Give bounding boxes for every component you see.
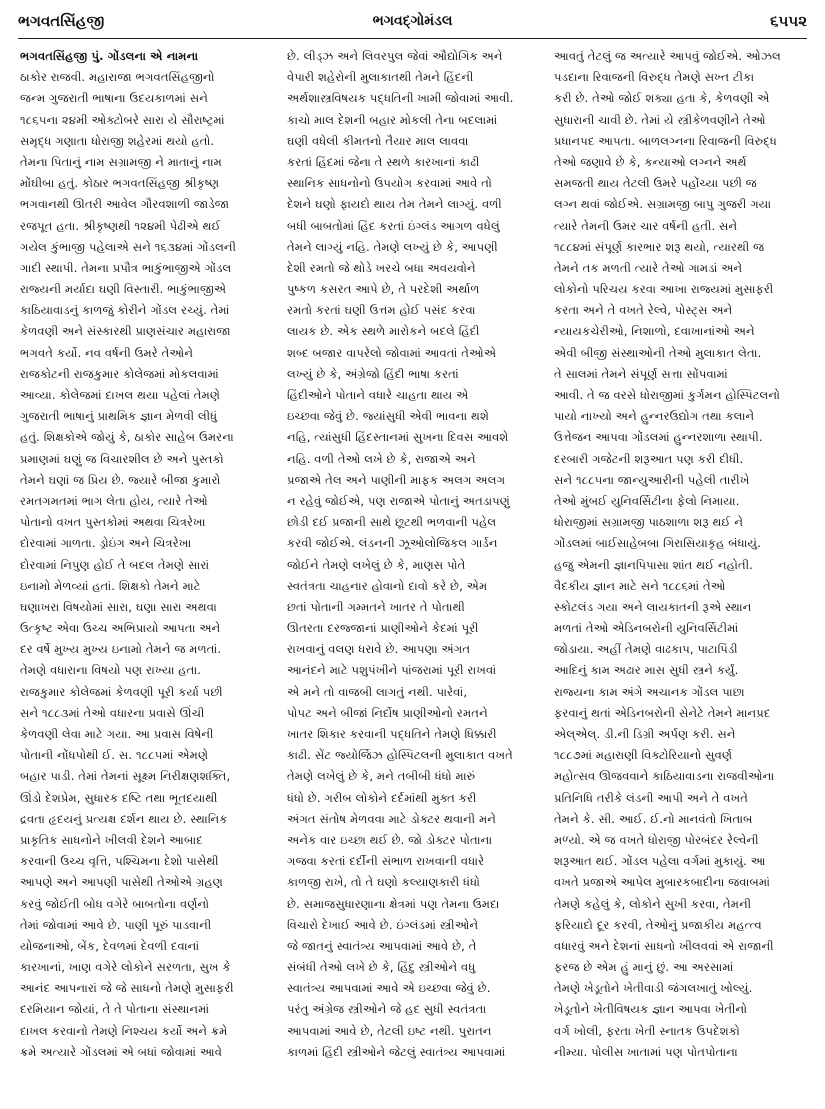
text-line: દેશને ઘણો ફાયદો થાય તેમ તેમને લાગ્યું. વળી (287, 197, 502, 212)
text-line: નહિ. વળી તેઓ લખે છે કે, રાજાએ અને (287, 451, 476, 466)
text-line: સ્વાતંત્ર્ય આપવામાં આવે એ ઇચ્છવા જેવું છે. (287, 981, 491, 996)
text-line: સ્કોટલંડ ગયા અને લાયકાતની રૂએ સ્થાન (554, 599, 752, 614)
text-line: મળ્યો. એ જ વખતે ધોરાજી પોરબંદર રેલ્વેની (554, 832, 759, 847)
text-line: ઇચ્છવા જેવું છે. જ્યાંસુધી એવી ભાવના થશે (287, 409, 490, 424)
text-line: સમૃદ્ધ ગણાતા ધોરાજી શહેરમાં થયો હતો. (20, 133, 215, 148)
text-line: દરબારી ગજેટની શરૂઆત પણ કરી દીધી. (554, 451, 744, 466)
text-line: ગજવા કરતાં દર્દીની સંભાળ રાખવાની વધારે (287, 854, 485, 869)
text-line: કરતાં હિંદમાં જેના તે સ્થળે કારખાનાં કાઢી (287, 154, 480, 169)
text-line: હતું. શિક્ષકોએ જોયું કે, ઠાકોર સાહેબ ઉમરના (20, 430, 234, 445)
text-line: કરવાની ઉચ્ચ વૃત્તિ, પશ્ચિમના દેશો પાસેથી (20, 854, 219, 869)
text-line: જન્મ ગુજરાતી ભાષાના ઉદયકાળમાં સને (20, 91, 208, 106)
text-line: તેઓ મુંબઈ યુનિવર્સિટીના ફેલો નિમાયા. (554, 493, 740, 508)
text-line: ભગવતે કર્યો. નવ વર્ષની ઉમરે તેઓને (20, 345, 194, 360)
text-line: આદિનું કામ અઢાર માસ સુધી સ્ત્રને કર્યું. (554, 663, 739, 678)
page-header (18, 8, 807, 34)
text-line: કરવી જોઈએ. લંડનની ઝૂઓલોજિકલ ગાર્ડન (287, 536, 498, 551)
text-line: ફરિયાદો દૂર કરવી, તેઓનું પ્રજાકીય મહત્ત્વ (554, 917, 762, 932)
text-line: વેપારી શહેરોની મુલાકાતથી તેમને હિંદની (287, 70, 474, 85)
text-line: ન્યાયકચેરીઓ, નિશાળો, દવાખાનાંઓ અને (554, 324, 755, 339)
text-line: પરંતુ અંગ્રેજ સ્ત્રીઓને જે હદ સુધી સ્વતંત્રતા (287, 1002, 487, 1017)
text-line: છતાં પોતાની ગમ્મતને ખાતર તે પોતાથી (287, 599, 465, 614)
text-line: ઘણી વધેલી કીમતનો તૈયાર માલ લાવવા (287, 133, 469, 148)
text-line: ક્રમે અત્યારે ગોંડલમાં એ બધાં જોવામાં આવે (20, 1044, 223, 1059)
text-line: પ્રાકૃતિક સાધનોને ખીલવી દેશને આબાદ (20, 832, 203, 847)
text-line: રાખવાનું વલણ ધરાવે છે. આપણા અંગત (287, 642, 471, 657)
text-line: રમતગમતમાં ભાગ લેતા હોય, ત્યારે તેઓ (20, 493, 208, 508)
text-line: ગયેલ કુંભાજી પહેલાએ સને ૧૬૩૪માં ગોંડલની (20, 239, 236, 254)
text-line: લાયક છે. એક સ્થળે મારોકને બદલે હિંદી (287, 324, 480, 339)
text-line: કરી છે. તેઓ જોઈ શક્યા હતા કે, કેળવણી એ (554, 91, 770, 106)
text-line: વૈદકીય જ્ઞાન માટે સને ૧૮૮૬માં તેઓ (554, 578, 726, 593)
text-line: દોરવામાં ગાળતા. ડ્રોઇંગ અને ચિત્રરેખા (20, 536, 192, 551)
text-line: ઘણાખરા વિષયોમાં સારા, ઘણા સારા અથવા (20, 599, 217, 614)
text-column-2 (287, 46, 538, 1103)
text-column-3 (554, 46, 805, 1103)
text-line: દોરવામાં નિપુણ હોઈ તે બદલ તેમણે સારાં (20, 557, 210, 572)
text-line: શબ્દ બજાર વાપરેલો જોવામાં આવતાં તેઓએ (287, 345, 497, 360)
text-line: આવી. તે જ વરસે ધોરાજીમાં કુર્ગમન હોસ્પિટલનો (554, 388, 781, 402)
text-line: જોઈને તેમણે લખેલું છે કે, માણસ પોતે (287, 557, 466, 572)
text-line: તે સાલમાં તેમને સંપૂર્ણ સત્તા સોંપવામાં (554, 366, 728, 381)
text-line: તેમને કે. સી. આઈ. ઈ.નો માનવંતો ખિતાબ (554, 811, 753, 826)
text-line: પોતાનો વખત પુસ્તકોમાં અથવા ચિત્રરેખા (20, 515, 206, 530)
text-line: પડદાના રિવાજની વિરુદ્ધ તેમણે સખ્ત ટીકા (554, 70, 755, 85)
text-line: રમતો કરતાં ઘણી ઉત્તમ હોઈ પસંદ કરવા (287, 303, 476, 318)
text-line: કાળમાં હિંદી સ્ત્રીઓને જેટલું સ્વાતંત્ર્ય આપવામાં (287, 1044, 506, 1059)
header-headword: ભગવતસિંહજી (18, 12, 105, 30)
text-line: વર્ગ ખોલી, ફરતા ખેતી સ્નાતક ઉપદેશકો (554, 1023, 740, 1038)
text-line: ધંધો છે. ગરીબ લોકોને દર્દમાંથી મુક્ત કરી (287, 790, 477, 805)
text-line: પ્રજાએ તેલ અને પાણીની માફક અલગ અલગ (287, 472, 506, 487)
text-line: તેમણે લખેલું છે કે, મને તબીબી ધંધો મારું (287, 769, 476, 784)
text-line: તેમને લાગ્યું નહિ. તેમણે લખ્યું છે કે, આપણી (287, 239, 498, 254)
text-line: તેઓ જણાવે છે કે, કન્યાઓ લગ્નને અર્થ (554, 154, 747, 169)
text-line: તેમને તક મળતી ત્યારે તેઓ ગામડાં અને (554, 260, 743, 275)
text-line: જે જાતનું સ્વાતંત્ર્ય આપવામાં આવે છે, તે (287, 938, 477, 953)
text-line: ગોંડલમાં બાઈસાહેબબા ગિરાસિયાકૃહ બંધાયું. (554, 536, 761, 551)
text-line: તેમણે વધારાના વિષયો પણ રાખ્યા હતા. (20, 663, 202, 678)
text-line: જોડાયા. અહીં તેમણે વાઢકાપ, પાટાપિંડી (554, 642, 738, 657)
text-line: મોંઘીબા હતું. કોઠાર ભગવતસિંહજી શ્રીકૃષ્ણ (20, 176, 220, 191)
text-line: ૧૮૬૫ના ૨૪મી ઓક્ટોબરે સારા યે સૌરાષ્ટ્રમાં (20, 112, 225, 127)
text-line: દર વર્ષે મુખ્ય મુખ્ય ઇનામો તેમને જ મળતાં. (20, 642, 222, 657)
text-line: સને ૧૮૮૫ના જાન્યુઆરીની પહેલી તારીખે (554, 472, 750, 487)
text-line: અનેક વાર ઇચ્છા થઈ છે. જો ડોક્ટર પોતાના (287, 832, 493, 847)
text-line: ખાતર શિકાર કરવાની પદ્ધતિને તેમણે ધિક્કારી (287, 727, 497, 741)
text-line: ગુજરાતી ભાષાનું પ્રાથમિક જ્ઞાન મેળવી લીધું (20, 409, 218, 424)
text-line: આપણે અને આપણી પાસેથી તેઓએ ગ્રહણ (20, 875, 224, 890)
text-line: છે. સમાજસુધારણાના ક્ષેત્રમાં પણ તેમના ઉમદા (287, 896, 500, 911)
text-columns (20, 46, 805, 1103)
text-line: ત્યારે તેમની ઉમર ચાર વર્ષની હતી. સને (554, 218, 738, 233)
text-line: કાઠિયાવાડનું કાળજું કોરીને ગોંડલ રચ્યું. તેમાં (20, 303, 230, 318)
text-line: ઠાકોર રાજવી. મહારાજા ભગવતસિંહજીનો (20, 70, 215, 85)
text-line: રાજ્યના કામ અંગે અચાનક ગોંડલ પાછા (554, 684, 745, 699)
text-line: કરતા અને તે વખતે રેલ્વે, પોસ્ટ્સ અને (554, 303, 733, 318)
text-line: પ્રમાણમાં ઘણું જ વિચારશીલ છે અને પુસ્તકો (20, 451, 224, 466)
text-line: દેશી રમતો જે થોડે ખરચે બધા અવયવોને (287, 260, 476, 275)
text-line: હજુ એમની જ્ઞાનપિપાસા શાંત થઈ નહોતી. (554, 557, 753, 572)
text-line: ૧૮૮૭માં મહારાણી વિક્ટોરિયાનો સુવર્ણ (554, 748, 733, 763)
text-line: ફરવાનું થતાં એડિનબરોની સેનેટે તેમને માનપ્રદ (554, 705, 771, 720)
text-line: કેળવણી લેવા માટે ગયા. આ પ્રવાસ વિષેની (20, 727, 214, 741)
text-line: એવી બીજી સંસ્થાઓની તેઓ મુલાકાત લેતા. (554, 345, 762, 360)
text-line: તેમના પિતાનું નામ સગ્રામજી ને માતાનું નામ (20, 154, 222, 169)
text-line: મળતાં તેઓ એડિનબરોની યુનિવર્સિટીમાં (554, 621, 739, 636)
text-line: સમજતી થાય તેટલી ઉમરે પહોંચ્યા પછી જ (554, 176, 757, 191)
text-line: કાળજી રાખે, તો તે ઘણો કલ્યાણકારી ધંધો (287, 875, 481, 890)
text-line: બહાર પાડી. તેમાં તેમનાં સૂક્ષ્મ નિરીક્ષણશક્તિ, (20, 769, 231, 784)
text-line: ન રહેવું જોઈએ, પણ રાજાએ પોતાનું અતડાપણું (287, 493, 511, 508)
text-column-1 (20, 46, 271, 1103)
text-line: સને ૧૮૮૩માં તેઓ વધારના પ્રવાસે ઊંચી (20, 705, 205, 720)
text-line: છોડી દઈ પ્રજાની સાથે છૂટથી ભળવાની પહેલ (287, 515, 497, 530)
text-line: શરૂઆત થઈ. ગોંડલ પહેલા વર્ગમાં મુકાયું. આ (554, 854, 766, 869)
text-line: સુધારાની ચાવી છે. તેમાં યે સ્ત્રીકેળવણીને તેઓ (554, 112, 766, 127)
text-line: ઊતરતા દરજ્જાનાં પ્રાણીઓને કેદમાં પૂરી (287, 621, 479, 636)
text-line: બધી બાબતોમાં હિંદ કરતાં ઇંગ્લંડ આગળ વધેલું (287, 218, 500, 233)
text-line: અંગત સંતોષ મેળવવા માટે ડોક્ટર થવાની મને (287, 811, 496, 826)
header-title: ભગવદ્ગોમંડલ (372, 13, 453, 29)
text-line: રાજ્યની મર્યાદા ઘણી વિસ્તારી. ભાકુંભાજીએ (20, 282, 227, 297)
text-line: રાજકુમાર કોલેજમાં કેળવણી પૂરી કર્યા પછી (20, 684, 223, 699)
text-line: સ્વતંત્રતા ચાહનાર હોવાનો દાવો કરે છે, એમ (287, 578, 488, 593)
text-line: તેમાં જોવામાં આવે છે. પાણી પૂરું પાડવાની (20, 917, 212, 932)
text-line: વધારવું અને દેશનાં સાધનો ખીલવવાં એ રાજાની (554, 938, 774, 953)
text-line: અર્થશાસ્ત્રવિષયક પદ્ધતિની ખામી જોવામાં આવી. (287, 91, 514, 106)
text-line: ફરજ છે એમ હું માનું છું. આ અરસામાં (554, 960, 734, 975)
text-line: કાઢી. સેંટ જ્યોર્જિઝ હોસ્પિટલની મુલાકાત વખતે (287, 748, 513, 763)
text-line: ભગવતસિંહજી પું. ગોંડલના એ નામના (20, 49, 199, 63)
text-line: ઊંડો દેશપ્રેમ, સુધારક દષ્ટિ તથા ભૂતદયાથી (20, 790, 218, 805)
header-rule (18, 38, 807, 39)
text-line: ઉત્કૃષ્ટ એવા ઉચ્ચ અભિપ્રાયો આપતા અને (20, 621, 221, 636)
text-line: સંબંધી તેઓ લખે છે કે, હિંદુ સ્ત્રીઓને વધુ (287, 960, 476, 975)
text-line: પાયો નાખ્યો અને હુન્નરઉદ્યોગ તથા કલાને (554, 409, 755, 424)
text-line: તેમણે કહેલું કે, લોકોને સુખી કરવા, તેમની (554, 896, 752, 911)
text-line: એલ્એલ્. ડી.ની ડિગ્રી અર્પણ કરી. સને (554, 727, 736, 741)
text-line: પોતાની નોંધપોથી ઈ. સ. ૧૮૮૫માં એમણે (20, 748, 209, 763)
text-line: ભગવાનથી ઊતરી આવેલ ગૌરવશાળી જાડેજા (20, 197, 230, 212)
text-line: વિચારો દેખાઈ આવે છે. ઇંગ્લંડમાં સ્ત્રીઓને (287, 917, 479, 932)
text-line: કરવું જોઈતી બોધ વગેરે બાબતોના વર્ણનો (20, 896, 210, 911)
text-line: ૧૮૮૪માં સંપૂર્ણ કારભાર શરૂ થયો, ત્યારથી જ (554, 239, 765, 254)
text-line: યોજનાઓ, બેંક, દેવળમાં દેવળી દવાનાં (20, 938, 200, 953)
text-line: ગાદી સ્થાપી. તેમના પ્રપૌત્ર ભાકુંભાજીએ ગોંડલ (20, 260, 232, 275)
text-line: લખ્યું છે કે, અંગ્રેજો હિંદી ભાષા કરતાં (287, 366, 459, 381)
text-line: એ મને તો વાજબી લાગતું નથી. પારેવાં, (287, 684, 468, 699)
text-line: આનંદને માટે પશુપંખીને પાંજરામાં પૂરી રાખવાં (287, 663, 497, 678)
text-line: ઉત્તેજન આપવા ગોંડલમાં હુન્નરશાળા સ્થાપી. (554, 430, 763, 445)
text-line: દ્રવતા હૃદયનું પ્રત્યક્ષ દર્શન થાય છે. સ્થાનિક (20, 811, 228, 826)
text-line: આપવામાં આવે છે, તેટલી ઇષ્ટ નથી. પુરાતન (287, 1023, 492, 1038)
text-line: નીમ્યા. પોલીસ ખાતામાં પણ પોતપોતાના (554, 1044, 738, 1059)
text-line: લોકોનો પરિચય કરવા આખા રાજ્યમાં મુસાફરી (554, 282, 774, 297)
text-line: રજપૂત હતા. શ્રીકૃષ્ણથી ૧૨૪મી પેઢીએ થઈ (20, 218, 221, 233)
text-line: દાખલ કરવાનો તેમણે નિશ્ચય કર્યો અને ક્રમે (20, 1023, 228, 1038)
text-line: પ્રતિનિધિ તરીકે લંડની આપી અને તે વખતે (554, 790, 749, 805)
text-line: છે. લીડ્ઝ અને લિવરપુલ જેવાં ઔદ્યોગિક અને (287, 49, 503, 63)
text-line: પુષ્કળ કસરત આપે છે, તે પરદેશી અર્થાળ (287, 282, 480, 297)
text-line: લગ્ન થવાં જોઈએ. સગ્રામજી બાપુ ગુજરી ગયા (554, 197, 772, 212)
text-line: ઇનામો મેળવ્યાં હતાં. શિક્ષકો તેમને માટે (20, 578, 201, 593)
text-line: મહોત્સવ ઊજવવાને કાઠિયાવાડના રાજવીઓના (554, 769, 775, 784)
text-line: કેળવણી અને સંસ્કારથી પ્રાણસંચાર મહારાજા (20, 324, 231, 339)
text-line: દરમિયાન જોયાં, તે તે પોતાના સંસ્થાનમાં (20, 1002, 210, 1017)
page-number: ૬૫૫૨ (770, 12, 807, 30)
text-line: ધોરાજીમાં સગ્રામજી પાઠશાળા શરૂ થઈ ને (554, 515, 744, 530)
text-line: સ્થાનિક સાધનોનો ઉપયોગ કરવામાં આવે તો (287, 176, 492, 191)
text-line: કારખાનાં, ખાણ વગેરે લોકોને સરળતા, સુખ કે (20, 960, 231, 975)
text-line: નહિ, ત્યાંસુધી હિંદસ્તાનમાં સુખના દિવસ આવશે (287, 430, 509, 445)
text-line: પ્રધાનપદ આપતા. બાળલગ્નના રિવાજની વિરુદ્ધ (554, 133, 777, 148)
text-line: હિંદીઓને પોતાને વધારે ચાહતા થાય એ (287, 388, 469, 402)
text-line: વખતે પ્રજાએ આપેલ મુબારકબાદીના જવાબમાં (554, 875, 771, 890)
text-line: પોપટ અને બીજાં નિર્દોષ પ્રાણીઓનો રમતને (287, 705, 488, 720)
text-line: તેમને ઘણાં જ પ્રિય છે. જ્યારે બીજા કુમારો (20, 472, 221, 487)
text-line: રાજકોટની રાજકુમાર કોલેજમાં મોકલવામાં (20, 366, 219, 381)
text-line: કાચો માલ દેશની બહાર મોકલી તેના બદલામાં (287, 112, 498, 127)
text-line: આનંદ આપનારાં જે જે સાધનો તેમણે મુસાફરી (20, 981, 234, 996)
text-line: તેમણે ખેડૂતોને ખેતીવાડી જંગલખાતું ખોલ્યું. (554, 981, 753, 996)
text-line: આવ્યા. કોલેજમાં દાખલ થયા પહેલાં તેમણે (20, 388, 221, 402)
text-line: ખેડૂતોને ખેતીવિષયક જ્ઞાન આપવા ખેતીનો (554, 1002, 748, 1017)
text-line: આવતું તેટલું જ અત્યારે આપવું જોઈએ. ઓઝલ (554, 49, 781, 63)
